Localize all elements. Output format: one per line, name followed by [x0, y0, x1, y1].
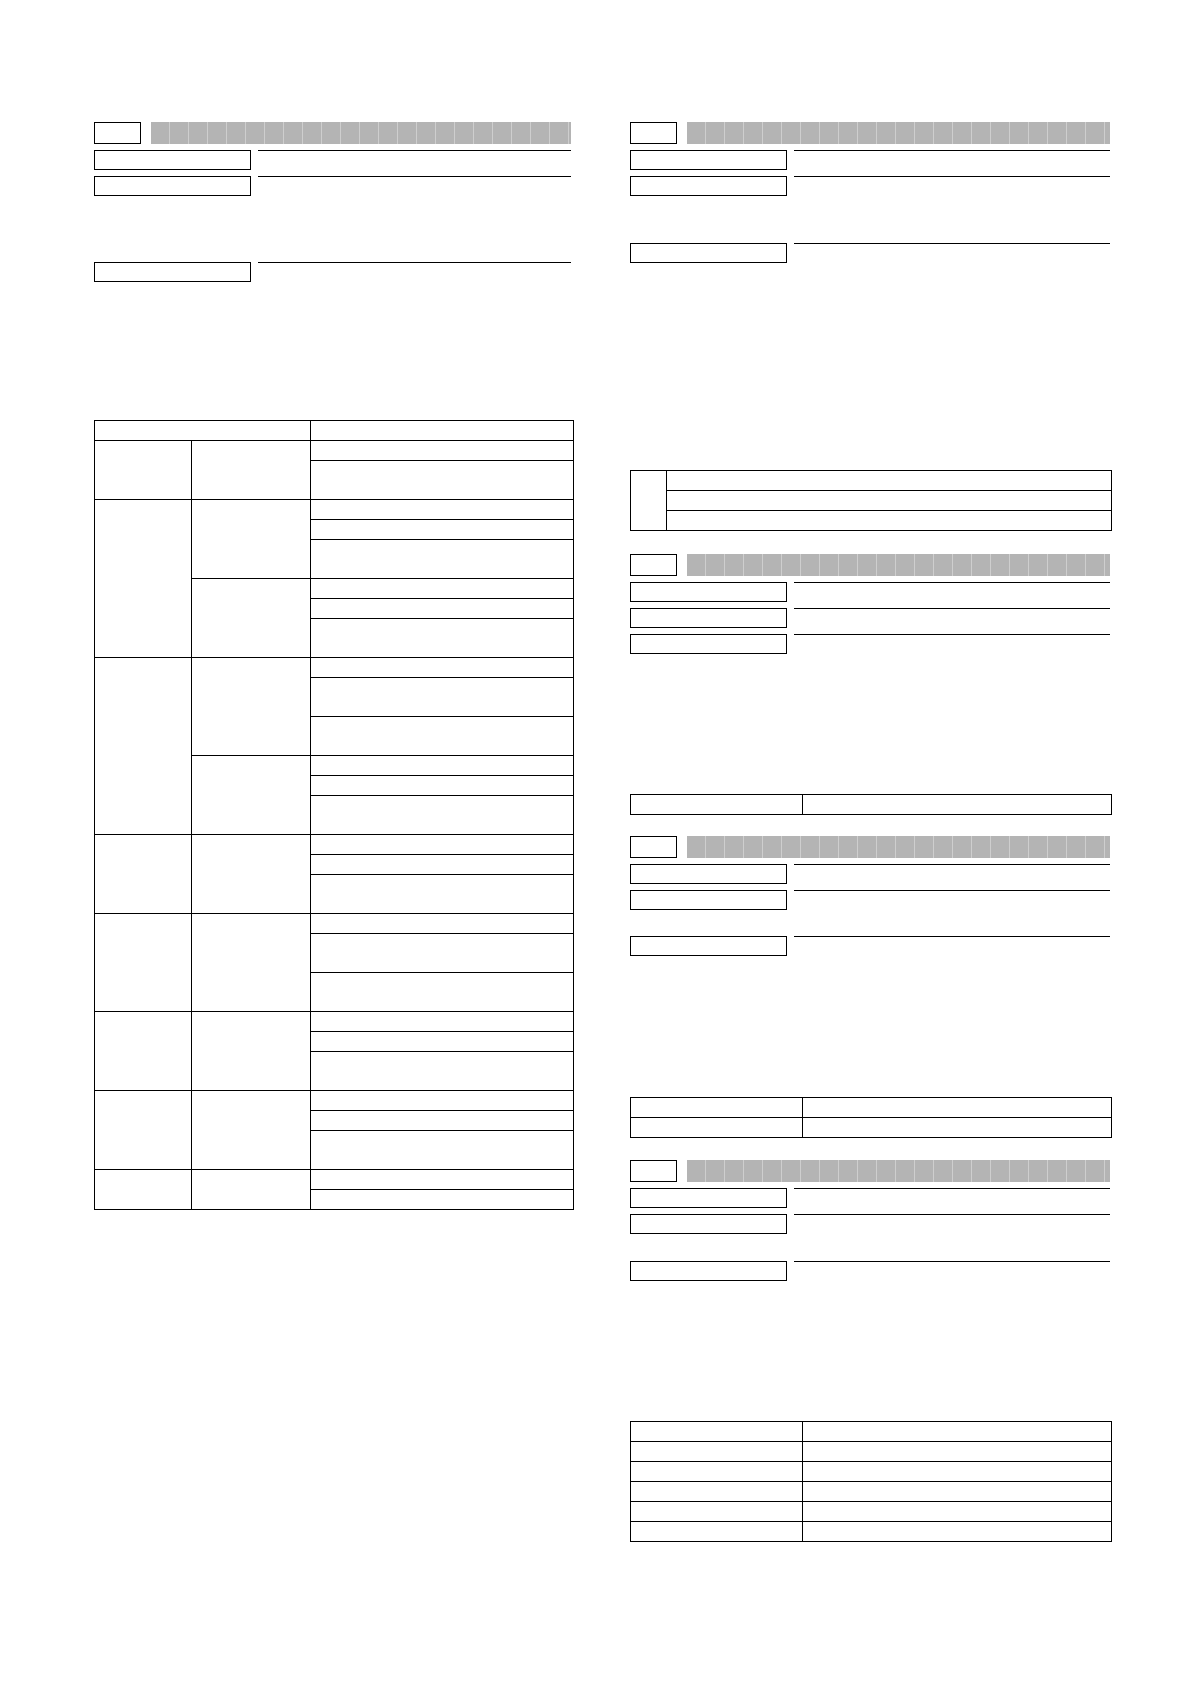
field-label-2: [94, 176, 251, 196]
table-cell: [95, 1012, 192, 1091]
table-cell: [311, 1170, 574, 1190]
section-tag-box: [94, 122, 141, 144]
table-cell: [192, 658, 311, 756]
table-cell: [311, 1032, 574, 1052]
table-cell: [631, 1118, 803, 1138]
table-row: [95, 1170, 574, 1190]
table-cell: [311, 796, 574, 835]
table-header-cell: [311, 421, 574, 441]
section-tag-box: [630, 836, 677, 858]
table-cell: [667, 471, 1112, 491]
table-row: [95, 441, 574, 461]
table-cell: [311, 934, 574, 973]
table-row: [95, 835, 574, 855]
table-row: [631, 1522, 1112, 1542]
table-cell: [311, 599, 574, 619]
field-label-1: [94, 150, 251, 170]
table-cell: [803, 795, 1112, 815]
table-cell: [311, 776, 574, 796]
field-label: [630, 634, 787, 654]
table-cell: [311, 973, 574, 1012]
table-cell: [803, 1482, 1112, 1502]
field-rule: [794, 176, 1110, 177]
table-cell: [95, 658, 192, 835]
table-cell: [311, 875, 574, 914]
field-label: [630, 1188, 787, 1208]
section-header-band: [687, 1160, 1110, 1182]
table-cell: [192, 579, 311, 658]
table-row: [95, 914, 574, 934]
table-cell: [803, 1098, 1112, 1118]
field-rule: [794, 1188, 1110, 1189]
field-rule: [794, 890, 1110, 891]
table: [630, 470, 1112, 531]
table-cell: [192, 1091, 311, 1170]
table-cell: [803, 1522, 1112, 1542]
table: [630, 1097, 1112, 1138]
table-cell: [311, 678, 574, 717]
table-cell: [311, 1111, 574, 1131]
table-cell: [631, 1482, 803, 1502]
table-cell: [803, 1502, 1112, 1522]
table-cell: [192, 835, 311, 914]
table-row: [95, 658, 574, 678]
table-cell: [95, 441, 192, 500]
field-label: [630, 864, 787, 884]
table-cell: [192, 500, 311, 579]
table-cell: [631, 1462, 803, 1482]
table-cell: [192, 1170, 311, 1210]
table-row: [95, 1091, 574, 1111]
field-label: [630, 243, 787, 263]
field-label: [630, 176, 787, 196]
table-row: [631, 491, 1112, 511]
table-row: [631, 1442, 1112, 1462]
table-row: [95, 1012, 574, 1032]
field-label: [630, 582, 787, 602]
field-label-3: [94, 262, 251, 282]
table-cell: [192, 1012, 311, 1091]
table-cell: [667, 511, 1112, 531]
table-cell: [631, 1522, 803, 1542]
table-row: [631, 1462, 1112, 1482]
table-cell: [311, 1190, 574, 1210]
table-cell: [311, 1091, 574, 1111]
table-cell: [631, 1422, 803, 1442]
section-header-band: [687, 836, 1110, 858]
field-rule-1: [258, 150, 571, 151]
table-cell: [311, 1052, 574, 1091]
table-cell: [311, 756, 574, 776]
field-label: [630, 936, 787, 956]
field-label: [630, 1214, 787, 1234]
table-row: [95, 500, 574, 520]
section-tag-box: [630, 122, 677, 144]
table-cell: [311, 1012, 574, 1032]
table-cell: [311, 914, 574, 934]
field-rule-2: [258, 176, 571, 177]
table-cell: [311, 579, 574, 599]
table-cell: [631, 471, 667, 531]
field-rule: [794, 1261, 1110, 1262]
table-cell: [667, 491, 1112, 511]
field-rule: [794, 864, 1110, 865]
field-label: [630, 608, 787, 628]
table-row: [631, 471, 1112, 491]
table-cell: [95, 1170, 192, 1210]
table-cell: [311, 855, 574, 875]
field-rule: [794, 634, 1110, 635]
field-rule: [794, 243, 1110, 244]
table-cell: [311, 520, 574, 540]
field-label: [630, 890, 787, 910]
table-cell: [631, 1502, 803, 1522]
table-cell: [311, 500, 574, 520]
table-row: [631, 795, 1112, 815]
table-row: [631, 1422, 1112, 1442]
table-cell: [311, 619, 574, 658]
field-rule: [794, 150, 1110, 151]
section-tag-box: [630, 1160, 677, 1182]
table-cell: [311, 441, 574, 461]
table-row: [631, 511, 1112, 531]
table-cell: [95, 500, 192, 658]
section-header-band: [687, 554, 1110, 576]
table-cell: [311, 717, 574, 756]
table-cell: [803, 1462, 1112, 1482]
section-header-band: [151, 122, 571, 144]
field-rule: [794, 936, 1110, 937]
table: [630, 794, 1112, 815]
table-cell: [95, 914, 192, 1012]
table-cell: [803, 1118, 1112, 1138]
table-cell: [631, 1442, 803, 1462]
table: [630, 1421, 1112, 1542]
table-header-cell: [95, 421, 311, 441]
table-cell: [803, 1422, 1112, 1442]
table-cell: [803, 1442, 1112, 1462]
table-cell: [192, 914, 311, 1012]
table-row: [631, 1482, 1112, 1502]
section-tag-box: [630, 554, 677, 576]
table-cell: [311, 461, 574, 500]
section-header-band: [687, 122, 1110, 144]
table-cell: [311, 540, 574, 579]
table-row: [631, 1098, 1112, 1118]
field-rule: [794, 608, 1110, 609]
table-cell: [95, 835, 192, 914]
field-rule: [794, 582, 1110, 583]
table-cell: [95, 1091, 192, 1170]
table-cell: [192, 756, 311, 835]
table-row: [631, 1502, 1112, 1522]
table-cell: [631, 795, 803, 815]
field-rule: [794, 1214, 1110, 1215]
mode-table: [94, 420, 574, 1210]
field-rule-3: [258, 262, 571, 263]
table-header-row: [95, 421, 574, 441]
table-cell: [631, 1098, 803, 1118]
table-cell: [311, 1131, 574, 1170]
table-cell: [311, 835, 574, 855]
field-label: [630, 150, 787, 170]
table-row: [631, 1118, 1112, 1138]
table-cell: [311, 658, 574, 678]
table-cell: [192, 441, 311, 500]
field-label: [630, 1261, 787, 1281]
